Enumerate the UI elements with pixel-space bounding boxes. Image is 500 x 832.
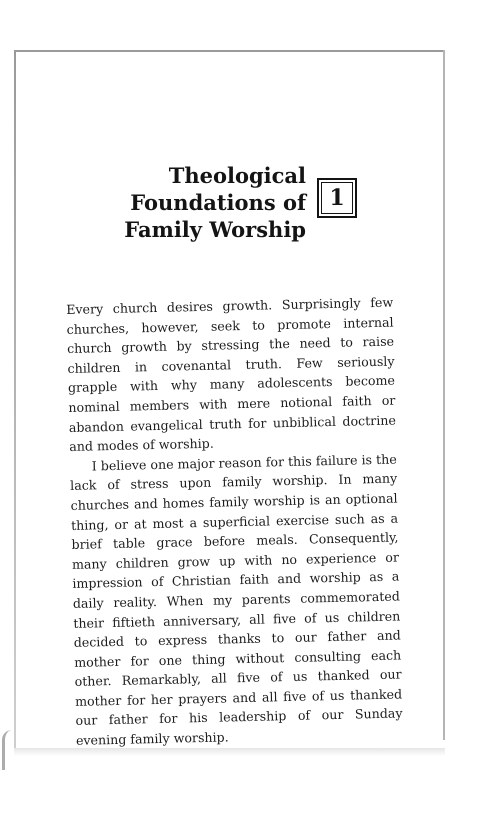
paragraph: I believe one major reason for this failure is the lack of stress upon family worship. In many churches and homes family worship is an optional thing, or at most a superficial exercise such as a brief table grace before meals. Consequently, many children grow up with no experience or impression of Christian faith and worship as a daily reality. When my parents commemorated their fiftieth anniversary, all five of us children decided to express thanks to our father and mother for one thing without consulting each other. Remarkably, all five of us thanked our mother for her prayers and all five of us thanked our father for his leadership of our Sunday evening family worship.	[70, 451, 403, 748]
chapter-header	[110, 162, 370, 246]
chapter-title-line: Family Worship	[124, 217, 306, 242]
chapter-title	[124, 162, 306, 243]
page-edge-left	[14, 52, 16, 752]
body-text	[66, 293, 403, 751]
paragraph: Every church desires growth. Surprisingly few churches, however, seek to promote internal church growth by stressing the need to raise children in covenantal truth. Few seriously grapple with why many adolescents become nominal members with mere notional faith or abandon evangelical truth for unbiblical doctrine and modes of worship.	[66, 294, 396, 455]
page-edge-right	[443, 50, 445, 740]
chapter-number: 1	[321, 182, 353, 214]
chapter-number-box	[317, 178, 357, 218]
chapter-title-line: Theological	[168, 163, 306, 188]
page-edge-top	[14, 50, 444, 52]
chapter-title-line: Foundations of	[130, 190, 306, 215]
